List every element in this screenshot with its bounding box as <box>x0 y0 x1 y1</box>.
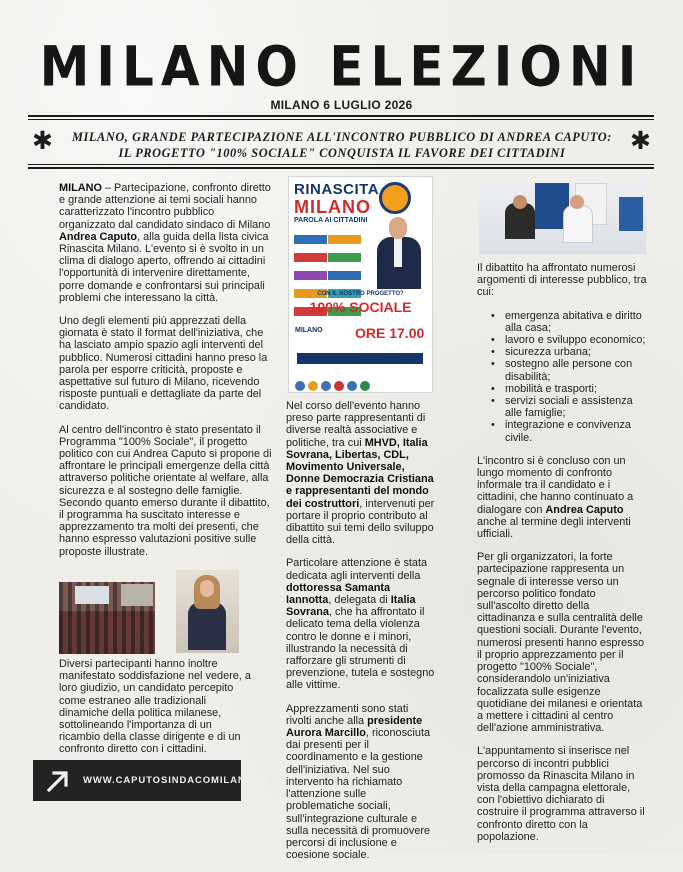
headline-line-2: IL PROGETTO "100% SOCIALE" CONQUISTA IL FAVORE DEI CITTADINI <box>118 146 566 160</box>
headline <box>62 129 622 161</box>
column-1 <box>59 182 273 569</box>
paragraph: Per gli organizzatori, la forte partecipazione rappresenta un segnale di interesse verso un percorso politico fondato sull'ascolto diretto della cittadinanza e sulla centralità delle questioni sociali. Durante l'evento, numerosi presenti hanno espresso il proprio apprezzamento per il progetto "100% Sociale", considerandolo un'iniziativa focalizzata sulle esigenze quotidiane dei milanesi e orientata a mettere i cittadini al centro dell'azione amministrativa. <box>477 551 645 735</box>
website-url[interactable]: WWW.CAPUTOSINDACOMILANO.IT <box>83 775 268 786</box>
asterisk-left-icon: ✱ <box>32 126 53 155</box>
paragraph: MILANO – Partecipazione, confronto diretto e grande attenzione ai temi sociali hanno caratterizzato l'incontro pubblico organizzato dal candidato sindaco di Milano Andrea Caputo, alla guida della lista civica Rinascita Milano. L'evento si è svolto in un clima di dialogo aperto, offrendo ai cittadini l'opportunità di intervenire direttamente, porre domande e confrontarsi sui principali problemi che interessano la città. <box>59 182 271 304</box>
bottom-rule-thin <box>28 164 654 165</box>
topics-list <box>477 310 649 444</box>
top-rule <box>28 115 654 117</box>
list-item: • mobilità e trasporti; <box>505 383 649 395</box>
list-item: • lavoro e sviluppo economico; <box>505 334 649 346</box>
masthead-title: MILANO ELEZIONI <box>39 35 644 99</box>
audience-photo <box>59 582 155 654</box>
paragraph: Diversi partecipanti hanno inoltre manifestato soddisfazione nel vedere, a loro giudizio, un candidato percepito come estraneo alle tradizionali dinamiche della politica milanese, sottolineando l'importanza di un ricambio della classe dirigente e di un confronto diretto con i cittadini. <box>59 658 251 756</box>
arrow-up-right-icon <box>45 768 71 794</box>
column-3 <box>477 262 649 854</box>
poster-question: CON IL NOSTRO PROGETTO? <box>317 291 404 297</box>
headline-line-1: MILANO, GRANDE PARTECIPAZIONE ALL'INCONTRO PUBBLICO DI ANDREA CAPUTO: <box>72 130 612 144</box>
list-item: • sicurezza urbana; <box>505 346 649 358</box>
poster-tagline: PAROLA AI CITTADINI <box>294 217 368 224</box>
list-item: • integrazione e convivenza civile. <box>505 419 649 443</box>
paragraph: L'appuntamento si inserisce nel percorso di incontri pubblici promosso da Rinascita Milano in vista della campagna elettorale, con l'obiettivo dichiarato di costruire il programma attraverso il confronto diretto con la popolazione. <box>477 745 645 843</box>
paragraph: Il dibattito ha affrontato numerosi argomenti di interesse pubblico, tra cui: <box>477 262 647 299</box>
paragraph: Al centro dell'incontro è stato presentato il Programma "100% Sociale", il progetto politico con cui Andrea Caputo si propone di affrontare le principali emergenze della città attraverso politiche orientate al welfare, alla sicurezza e al sostegno delle famiglie. Secondo quanto emerso durante il dibattito, il programma ha suscitato interesse e apprezzamento tra molti dei presenti, che hanno espresso valutazioni positive sulle proposte illustrate. <box>59 423 272 558</box>
list-item: • sostegno alle persone con disabilità; <box>505 358 649 382</box>
poster-slogan: 100% SOCIALE <box>309 299 412 315</box>
column-1-continued <box>59 658 255 767</box>
column-2 <box>286 400 436 872</box>
poster-title: RINASCITA <box>294 181 380 198</box>
event-speakers-photo <box>479 181 646 254</box>
paragraph: Uno degli elementi più apprezzati della giornata è stato il format dell'iniziativa, che ha lasciato ampio spazio agli interventi del pubblico. Numerosi cittadini hanno preso la parola per esporre criticità, proposte e aspettative sul futuro di Milano, ricevendo risposte puntuali e dettagliate da parte del candidato. <box>59 315 268 413</box>
dateline: MILANO 6 LUGLIO 2026 <box>270 98 413 112</box>
poster-logo-icon <box>379 182 411 214</box>
poster-venue-bar <box>297 353 423 364</box>
asterisk-right-icon: ✱ <box>630 126 651 155</box>
bottom-rule <box>28 167 654 169</box>
poster-partner-logos <box>295 378 425 390</box>
list-item: • servizi sociali e assistenza alle famiglie; <box>505 395 649 419</box>
website-link[interactable] <box>33 760 268 801</box>
event-poster <box>288 176 433 393</box>
paragraph: Particolare attenzione è stata dedicata agli interventi della dottoressa Samanta Iannotta, delegata di Italia Sovrana, che ha affrontato il delicato tema della violenza contro le donne e i minori, illustrando la necessità di rafforzare gli strumenti di prevenzione, tutela e sostegno alle vittime. <box>286 557 435 692</box>
paragraph: Apprezzamenti sono stati rivolti anche alla presidente Aurora Marcillo, riconosciuta dai presenti per il coordinamento e la gestione dell'iniziativa. Nel suo intervento ha richiamato l'attenzione sulle problematiche sociali, sull'integrazione culturale e sulla necessità di promuovere percorsi di inclusione e coesione sociale. <box>286 702 431 862</box>
paragraph: Nel corso dell'evento hanno preso parte rappresentanti di diverse realtà associative e politiche, tra cui MHVD, Italia Sovrana, Libertas, CDL, Movimento Universale, Donne Democrazia Cristiana e rappresentanti del mondo dei costruttori, intervenuti per portare il proprio contributo al dibattito sui temi dello sviluppo della città. <box>286 400 435 547</box>
paragraph: L'incontro si è concluso con un lungo momento di confronto informale tra il candidato e i cittadini, che hanno continuato a dialogare con Andrea Caputo anche al termine degli interventi ufficiali. <box>477 454 634 541</box>
poster-event-info: MILANO ORE 17.00 <box>295 325 425 341</box>
poster-subtitle: MILANO <box>294 197 371 217</box>
top-rule-thin <box>28 119 654 120</box>
speaker-woman-photo <box>176 570 239 653</box>
list-item: • emergenza abitativa e diritto alla casa; <box>505 310 649 334</box>
poster-candidate-photo <box>375 217 423 287</box>
